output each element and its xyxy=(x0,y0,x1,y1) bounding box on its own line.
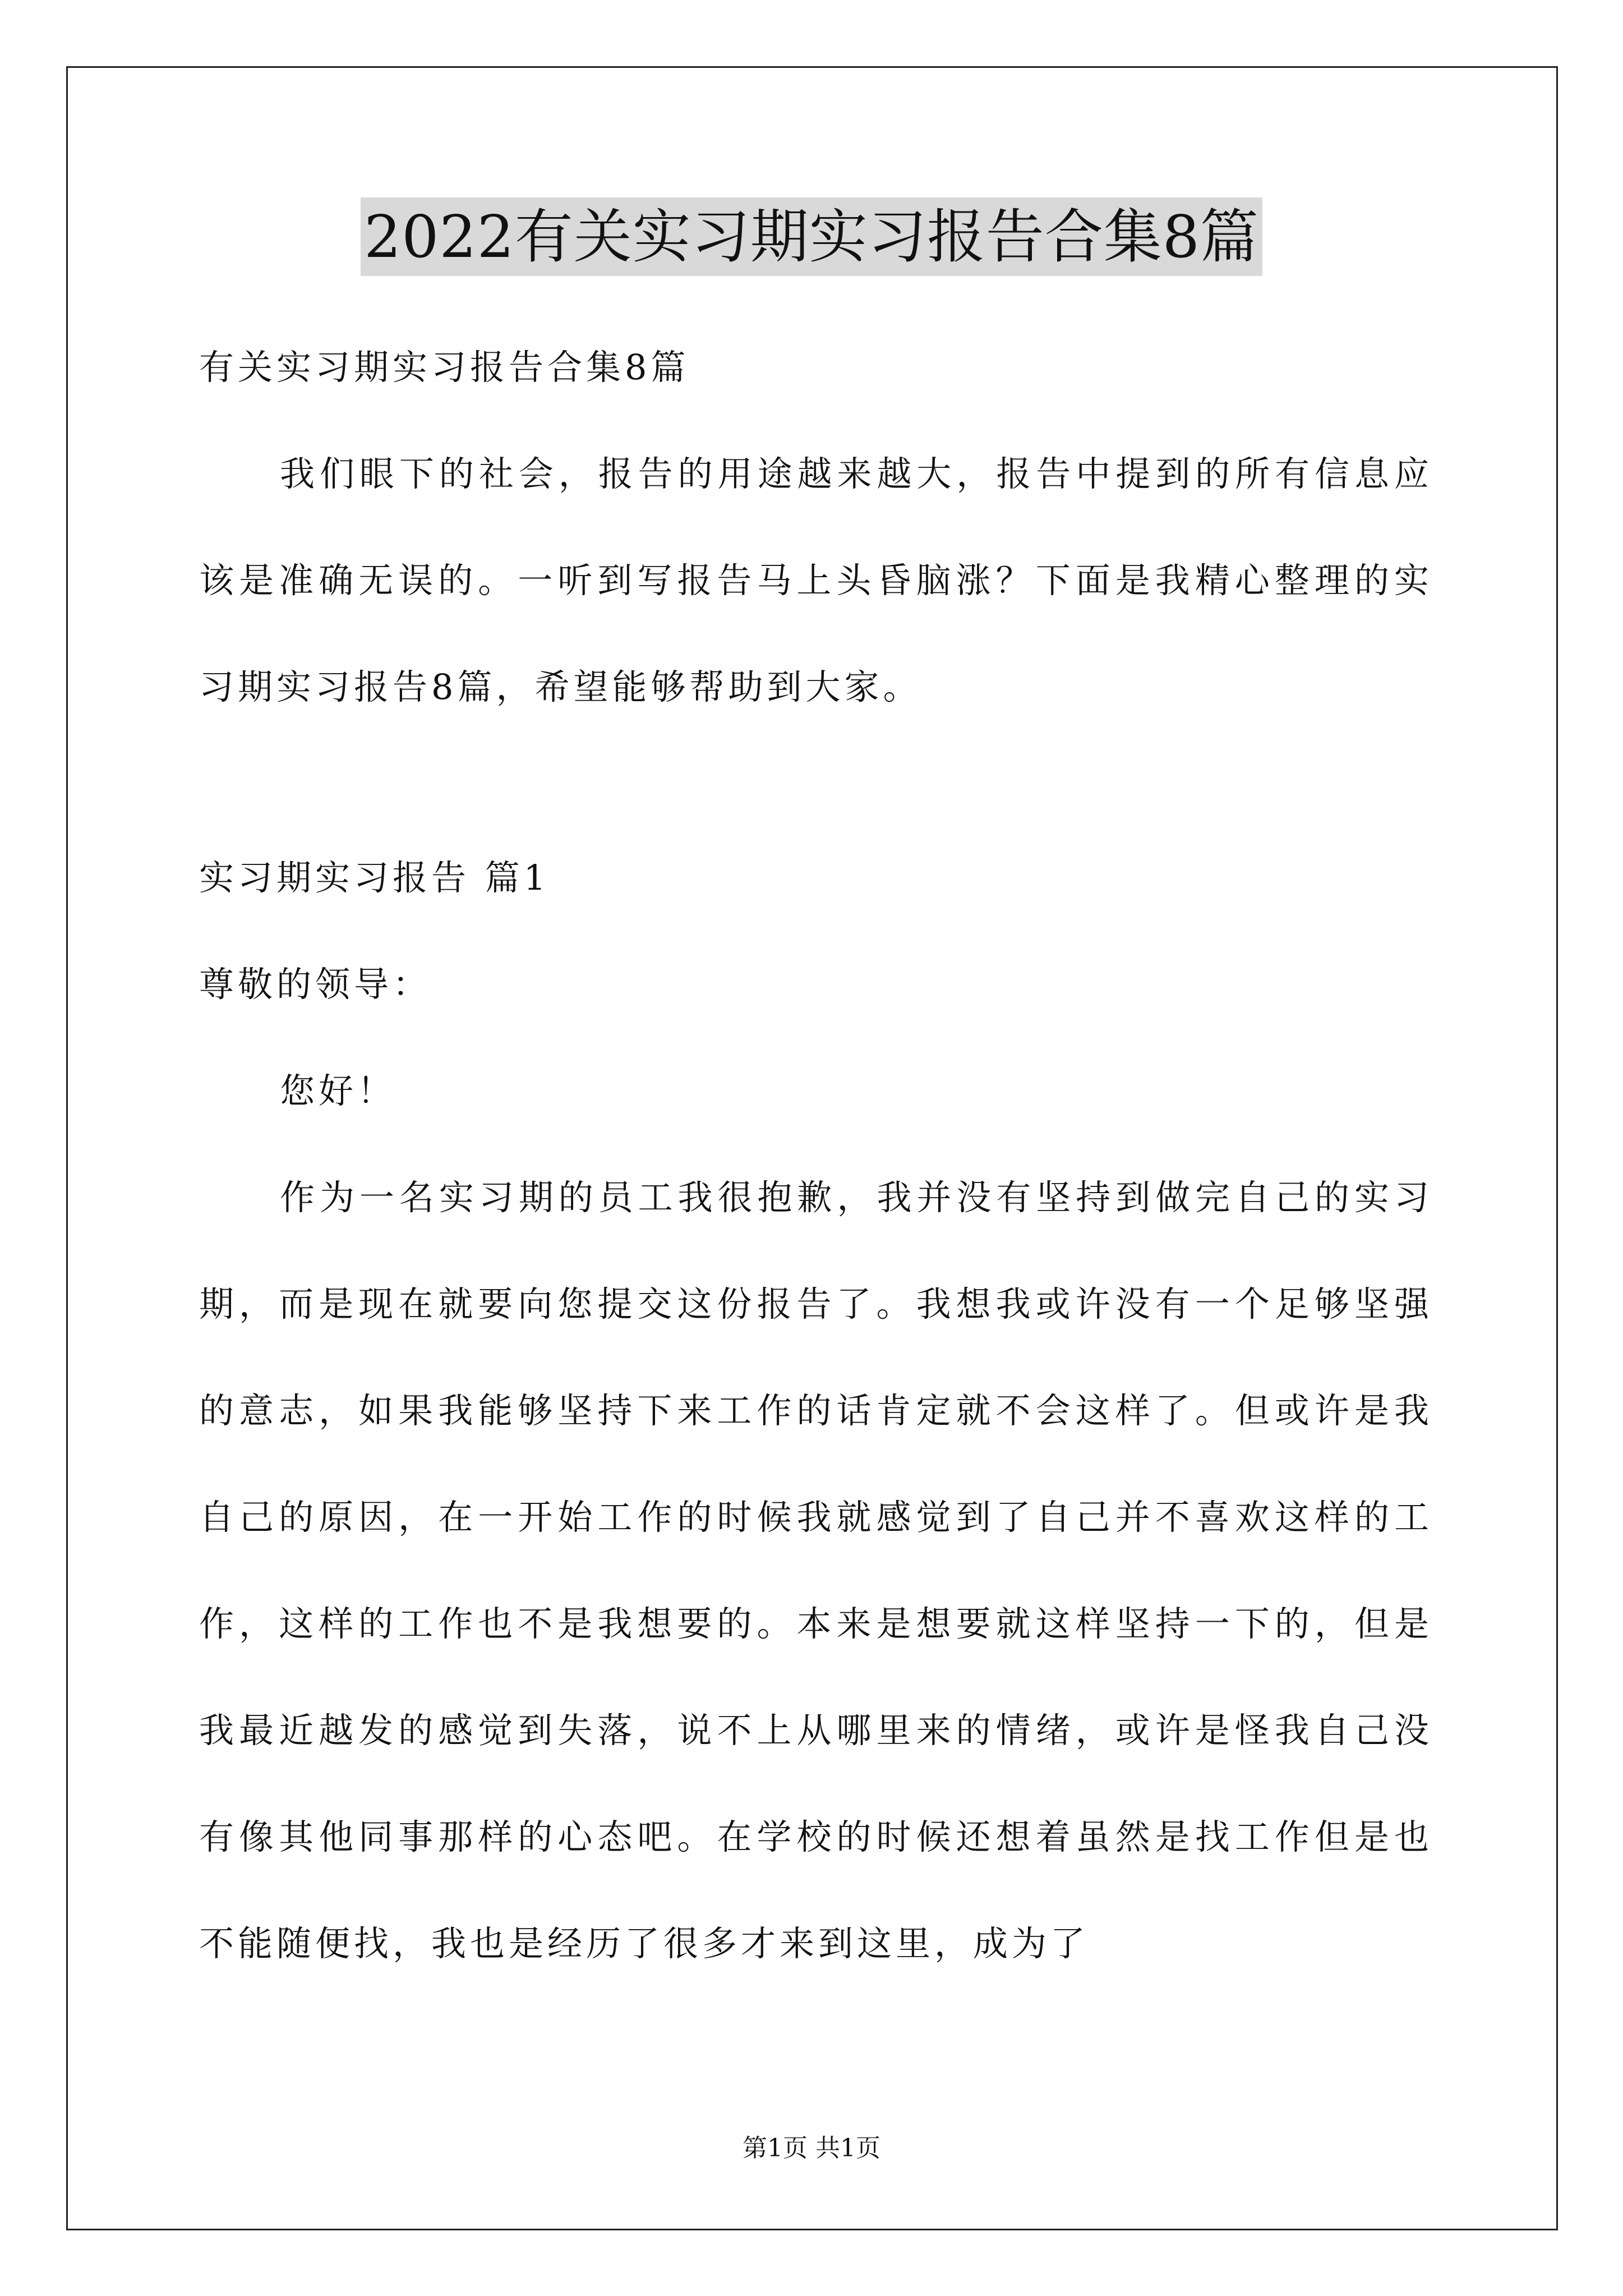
document-subtitle: 有关实习期实习报告合集8篇 xyxy=(199,347,690,388)
title-container xyxy=(0,197,1623,276)
body-paragraph: 作为一名实习期的员工我很抱歉，我并没有坚持到做完自己的实习期，而是现在就要向您提交这份报告了。我想我或许没有一个足够坚强的意志，如果我能够坚持下来工作的话肯定就不会这样了。但或许是我自己的原因，在一开始工作的时候我就感觉到了自己并不喜欢这样的工作，这样的工作也不是我想要的。本来是想要就这样坚持一下的，但是我最近越发的感觉到失落，说不上从哪里来的情绪，或许是怪我自己没有像其他同事那样的心态吧。在学校的时候还想着虽然是找工作但是也不能随便找，我也是经历了很多才来到这里，成为了 xyxy=(199,1177,1433,1964)
intro-paragraph: 我们眼下的社会，报告的用途越来越大，报告中提到的所有信息应该是准确无误的。一听到写报告马上头昏脑涨？下面是我精心整理的实习期实习报告8篇，希望能够帮助到大家。 xyxy=(199,453,1433,707)
greeting: 您好！ xyxy=(280,1070,396,1111)
spacer xyxy=(199,740,1433,825)
page-footer: 第1页 共1页 xyxy=(743,2134,880,2162)
document-title: 2022有关实习期实习报告合集8篇 xyxy=(361,197,1262,276)
section-heading: 实习期实习报告 篇1 xyxy=(199,857,550,898)
document-body xyxy=(199,314,1433,1997)
salutation: 尊敬的领导： xyxy=(199,964,432,1005)
